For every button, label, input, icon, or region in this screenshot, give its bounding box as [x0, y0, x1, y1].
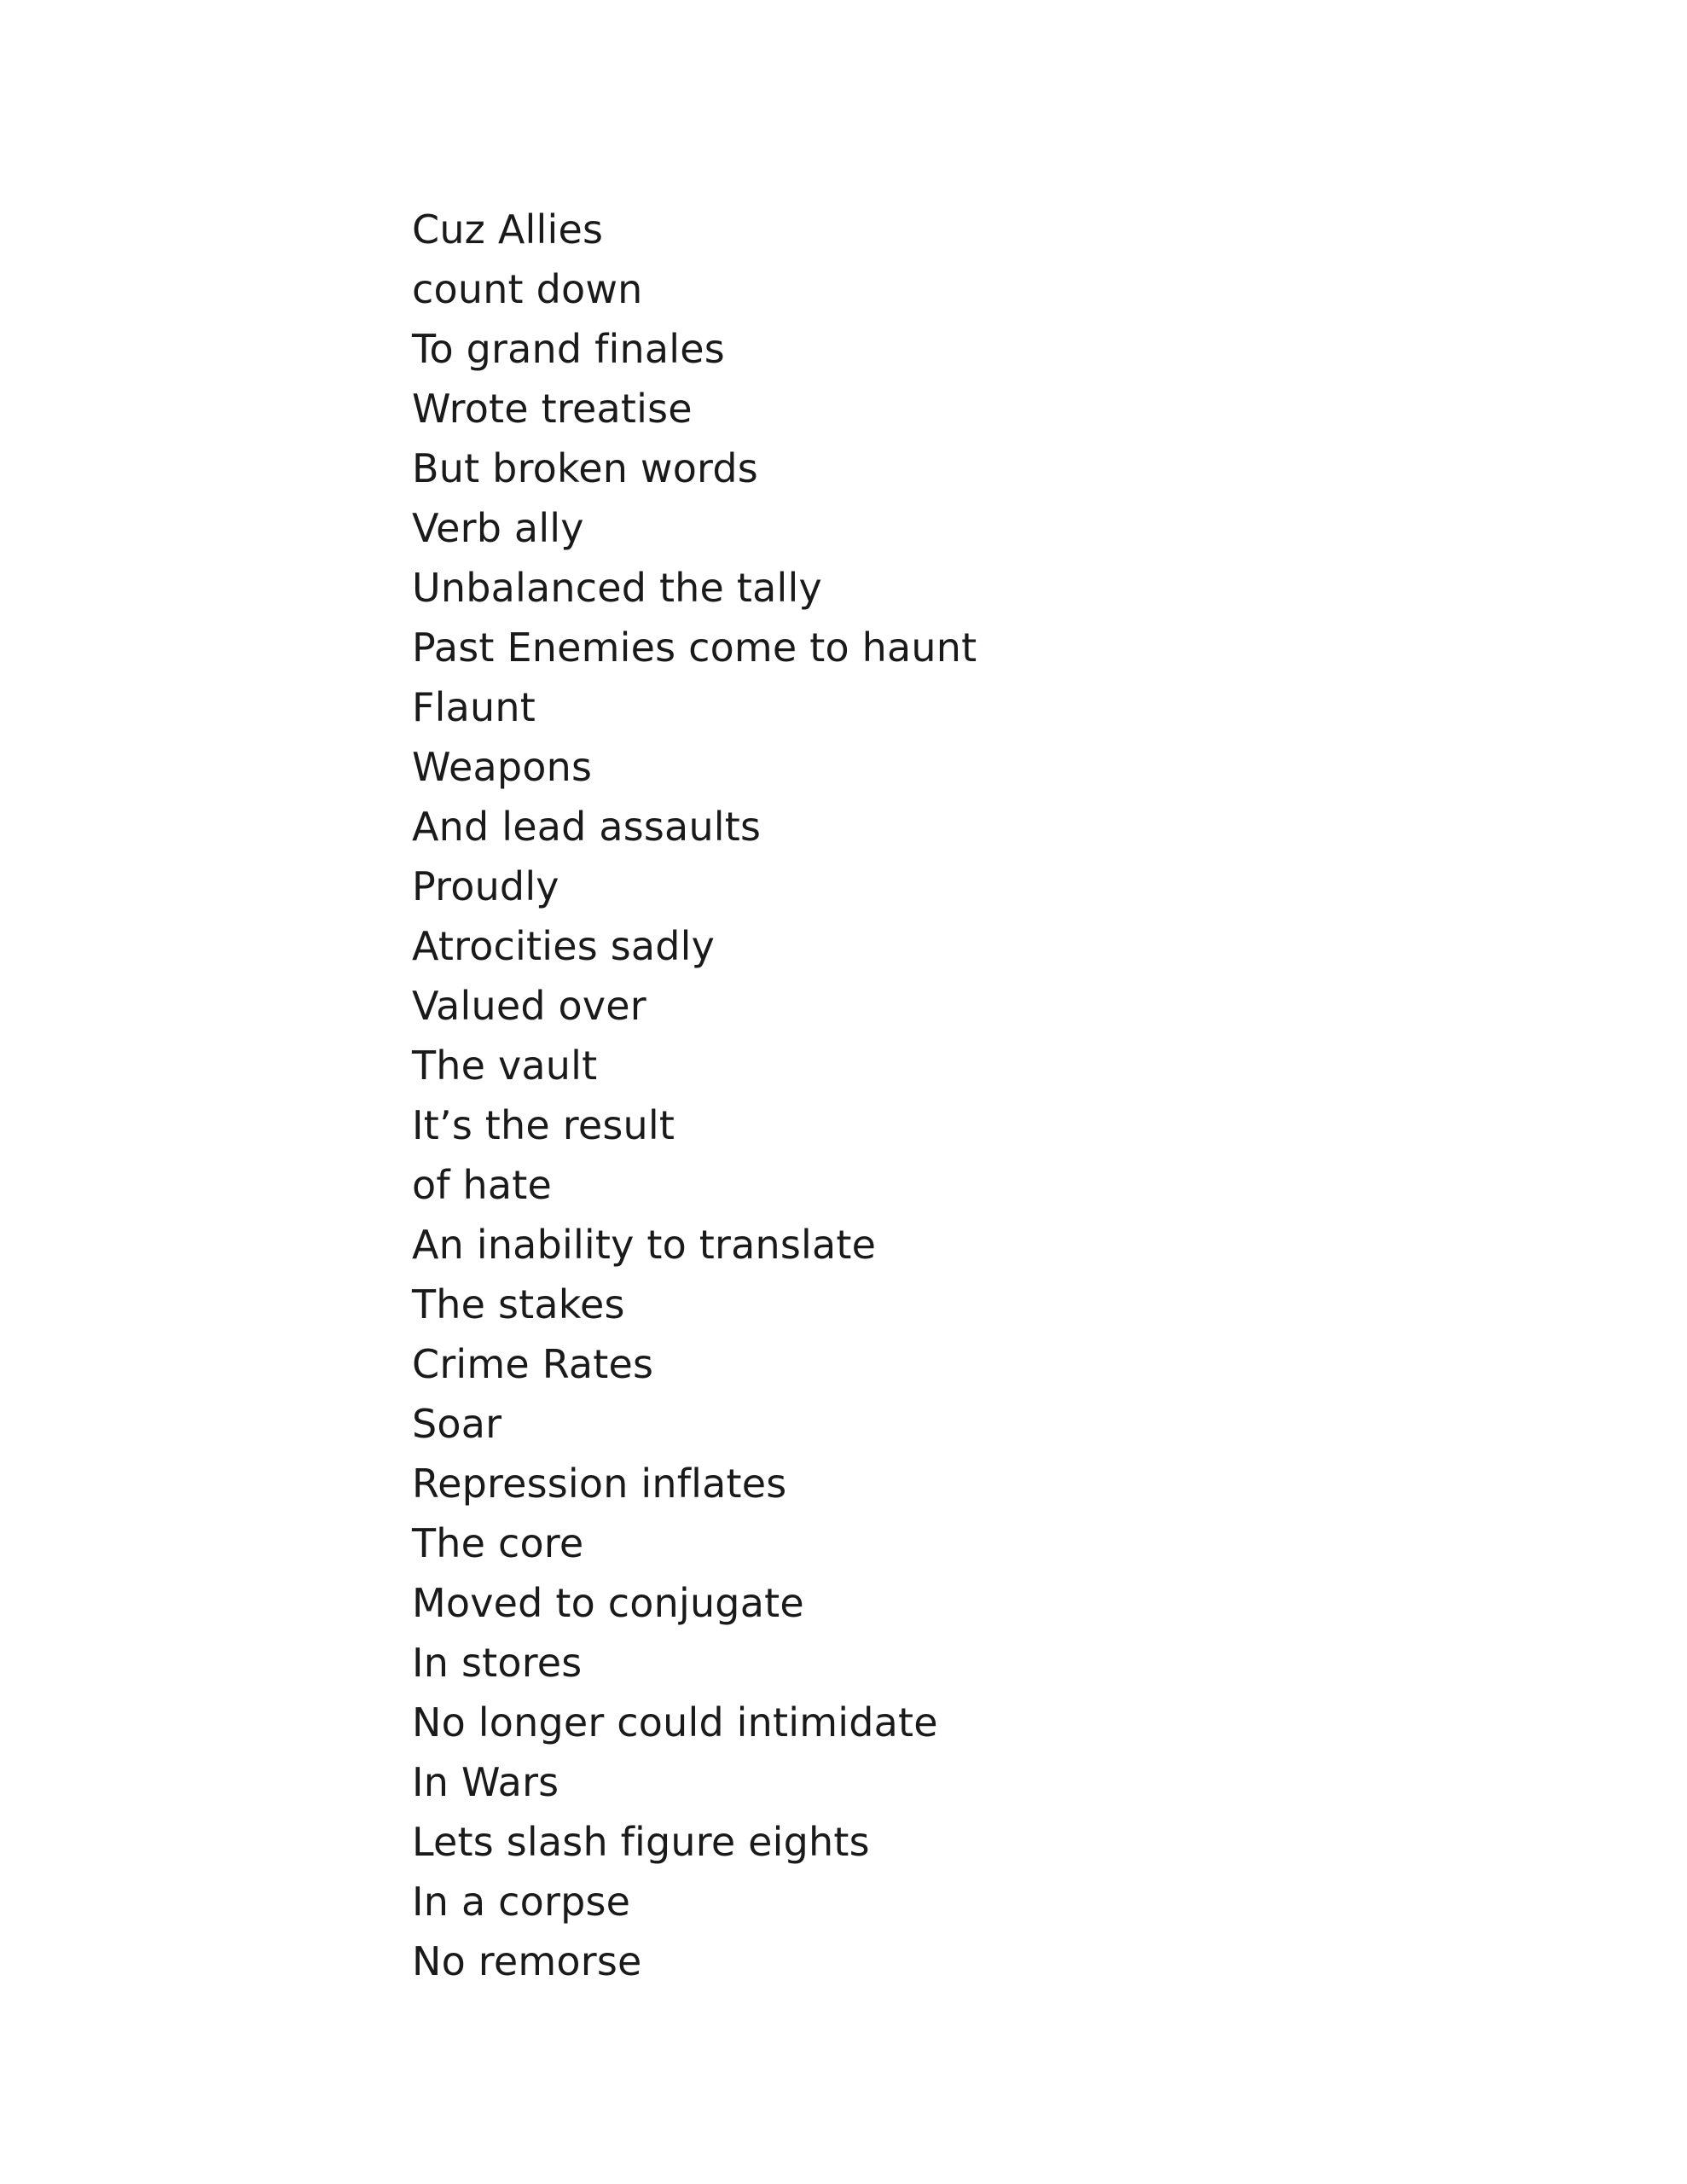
poem-line: Soar [412, 1401, 502, 1447]
poem-line: No longer could intimidate [412, 1699, 938, 1745]
poem-line: Atrocities sadly [412, 923, 716, 969]
poem-line: It’s the result [412, 1102, 675, 1148]
poem-line: Flaunt [412, 684, 536, 730]
poem-line: The core [412, 1520, 584, 1566]
poem-line: Moved to conjugate [412, 1580, 804, 1626]
poem-line: Lets slash figure eights [412, 1819, 870, 1865]
poem-text [412, 200, 977, 1991]
poem-line: No remorse [412, 1938, 642, 1984]
poem-line: Valued over [412, 983, 646, 1029]
poem-line: The stakes [412, 1281, 625, 1327]
poem-line: To grand finales [412, 326, 725, 372]
poem-line: of hate [412, 1162, 553, 1208]
poem-line: Repression inflates [412, 1461, 787, 1507]
poem-line: The vault [412, 1043, 598, 1089]
poem-line: In a corpse [412, 1879, 631, 1925]
poem-line: Proudly [412, 863, 559, 909]
poem-line: In Wars [412, 1759, 559, 1805]
poem-line: Weapons [412, 744, 593, 790]
poem-line: And lead assaults [412, 804, 762, 850]
poem-line: Verb ally [412, 505, 584, 551]
poem-line: count down [412, 266, 643, 312]
poem-line: Past Enemies come to haunt [412, 624, 977, 671]
poem-line: Cuz Allies [412, 206, 604, 253]
poem-line: Wrote treatise [412, 386, 693, 432]
poem-line: Unbalanced the tally [412, 565, 822, 611]
poem-line: Crime Rates [412, 1341, 654, 1387]
poem-line: An inability to translate [412, 1222, 877, 1268]
poem-line: But broken words [412, 445, 758, 491]
poem-line: In stores [412, 1640, 583, 1686]
